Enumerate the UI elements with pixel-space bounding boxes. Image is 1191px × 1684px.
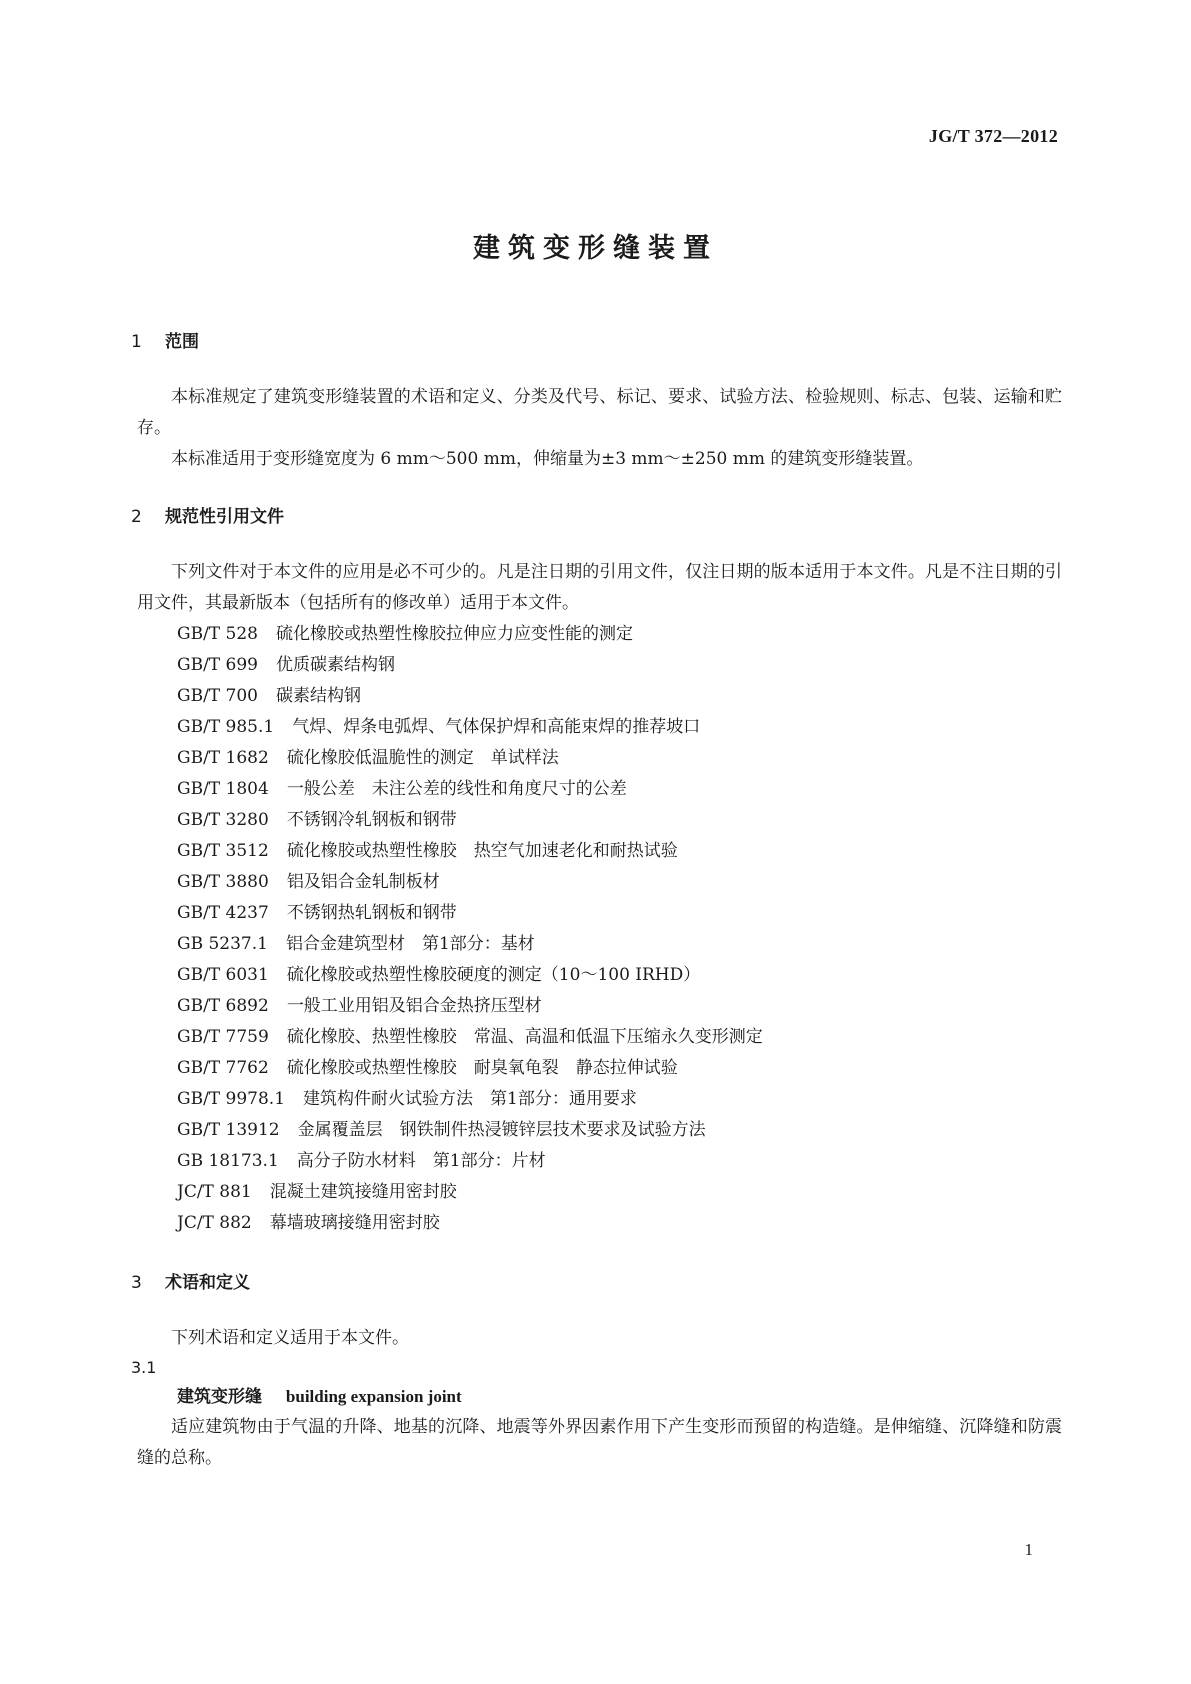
reference-title: 硫化橡胶低温脆性的测定 单试样法 <box>286 748 559 768</box>
section-number: 1 <box>131 332 142 352</box>
reference-code: GB/T 13912 <box>177 1120 280 1140</box>
reference-code: GB/T 3880 <box>177 872 269 892</box>
reference-title: 硫化橡胶或热塑性橡胶硬度的测定（10～100 IRHD） <box>286 965 701 985</box>
reference-title: 不锈钢热轧钢板和钢带 <box>286 903 457 923</box>
standard-code: JG/T 372—2012 <box>928 126 1058 146</box>
reference-title: 铝及铝合金轧制板材 <box>286 872 440 892</box>
reference-title: 碳素结构钢 <box>276 686 361 706</box>
reference-item <box>177 681 1062 712</box>
reference-item <box>177 836 1062 867</box>
reference-item <box>177 1208 1062 1239</box>
reference-code: GB/T 1682 <box>177 748 269 768</box>
document-title: 建筑变形缝装置 <box>473 233 718 264</box>
term-chinese: 建筑变形缝 <box>177 1387 262 1407</box>
reference-item <box>177 1177 1062 1208</box>
reference-item <box>177 1022 1062 1053</box>
reference-code: JC/T 882 <box>177 1213 252 1233</box>
section-number: 2 <box>131 507 142 527</box>
reference-title: 一般公差 未注公差的线性和角度尺寸的公差 <box>286 779 627 799</box>
scope-paragraph: 本标准规定了建筑变形缝装置的术语和定义、分类及代号、标记、要求、试验方法、检验规则、标志、包装、运输和贮存。 <box>137 387 1062 438</box>
section-number: 3 <box>131 1273 142 1293</box>
section-title: 范围 <box>165 332 199 352</box>
reference-code: GB/T 7759 <box>177 1027 269 1047</box>
reference-code: GB 18173.1 <box>177 1151 279 1171</box>
reference-title: 不锈钢冷轧钢板和钢带 <box>286 810 457 830</box>
reference-title: 硫化橡胶或热塑性橡胶 热空气加速老化和耐热试验 <box>286 841 678 861</box>
reference-item <box>177 1146 1062 1177</box>
page-number: 1 <box>1024 1540 1033 1559</box>
section-title: 术语和定义 <box>165 1273 250 1293</box>
reference-item <box>177 1115 1062 1146</box>
scope-paragraph: 本标准适用于变形缝宽度为 6 mm～500 mm，伸缩量为±3 mm～±250 mm 的建筑变形缝装置。 <box>171 449 924 469</box>
reference-item <box>177 743 1062 774</box>
normative-refs-intro: 下列文件对于本文件的应用是必不可少的。凡是注日期的引用文件，仅注日期的版本适用于本文件。凡是不注日期的引用文件，其最新版本（包括所有的修改单）适用于本文件。 <box>137 562 1062 613</box>
reference-code: GB/T 700 <box>177 686 258 706</box>
reference-title: 优质碳素结构钢 <box>276 655 395 675</box>
document-body <box>131 330 1062 1474</box>
reference-code: GB/T 7762 <box>177 1058 269 1078</box>
reference-item <box>177 929 1062 960</box>
terms-intro: 下列术语和定义适用于本文件。 <box>171 1328 409 1348</box>
reference-item <box>177 960 1062 991</box>
reference-item <box>177 1084 1062 1115</box>
section-heading-terms <box>131 1271 1062 1295</box>
reference-item <box>177 1053 1062 1084</box>
term-number: 3.1 <box>131 1358 157 1377</box>
section-heading-normative-refs <box>131 505 1062 529</box>
reference-item <box>177 867 1062 898</box>
reference-item <box>177 898 1062 929</box>
reference-item <box>177 712 1062 743</box>
reference-title: 气焊、焊条电弧焊、气体保护焊和高能束焊的推荐坡口 <box>292 717 701 737</box>
reference-code: GB/T 4237 <box>177 903 269 923</box>
reference-code: JC/T 881 <box>177 1182 252 1202</box>
reference-item <box>177 774 1062 805</box>
reference-title: 建筑构件耐火试验方法 第1部分：通用要求 <box>303 1089 637 1109</box>
reference-item <box>177 991 1062 1022</box>
reference-code: GB/T 3512 <box>177 841 269 861</box>
reference-title: 幕墙玻璃接缝用密封胶 <box>269 1213 440 1233</box>
term-english: building expansion joint <box>285 1387 462 1406</box>
reference-title: 硫化橡胶或热塑性橡胶 耐臭氧龟裂 静态拉伸试验 <box>286 1058 678 1078</box>
section-title: 规范性引用文件 <box>165 507 284 527</box>
reference-title: 一般工业用铝及铝合金热挤压型材 <box>286 996 542 1016</box>
reference-code: GB/T 1804 <box>177 779 269 799</box>
reference-title: 硫化橡胶、热塑性橡胶 常温、高温和低温下压缩永久变形测定 <box>286 1027 763 1047</box>
reference-title: 铝合金建筑型材 第1部分：基材 <box>285 934 535 954</box>
term-heading <box>131 1382 1062 1412</box>
reference-item <box>177 805 1062 836</box>
reference-list <box>131 619 1062 1239</box>
reference-code: GB/T 3280 <box>177 810 269 830</box>
reference-title: 高分子防水材料 第1部分：片材 <box>296 1151 546 1171</box>
reference-code: GB/T 699 <box>177 655 258 675</box>
reference-code: GB 5237.1 <box>177 934 268 954</box>
reference-title: 混凝土建筑接缝用密封胶 <box>269 1182 457 1202</box>
reference-item <box>177 619 1062 650</box>
reference-title: 金属覆盖层 钢铁制件热浸镀锌层技术要求及试验方法 <box>297 1120 706 1140</box>
term-definition: 适应建筑物由于气温的升降、地基的沉降、地震等外界因素作用下产生变形而预留的构造缝。是伸缩缝、沉降缝和防震缝的总称。 <box>137 1417 1062 1468</box>
reference-code: GB/T 6892 <box>177 996 269 1016</box>
reference-code: GB/T 985.1 <box>177 717 275 737</box>
section-heading-scope <box>131 330 1062 354</box>
reference-title: 硫化橡胶或热塑性橡胶拉伸应力应变性能的测定 <box>276 624 633 644</box>
reference-code: GB/T 6031 <box>177 965 269 985</box>
reference-code: GB/T 528 <box>177 624 258 644</box>
reference-item <box>177 650 1062 681</box>
reference-code: GB/T 9978.1 <box>177 1089 286 1109</box>
